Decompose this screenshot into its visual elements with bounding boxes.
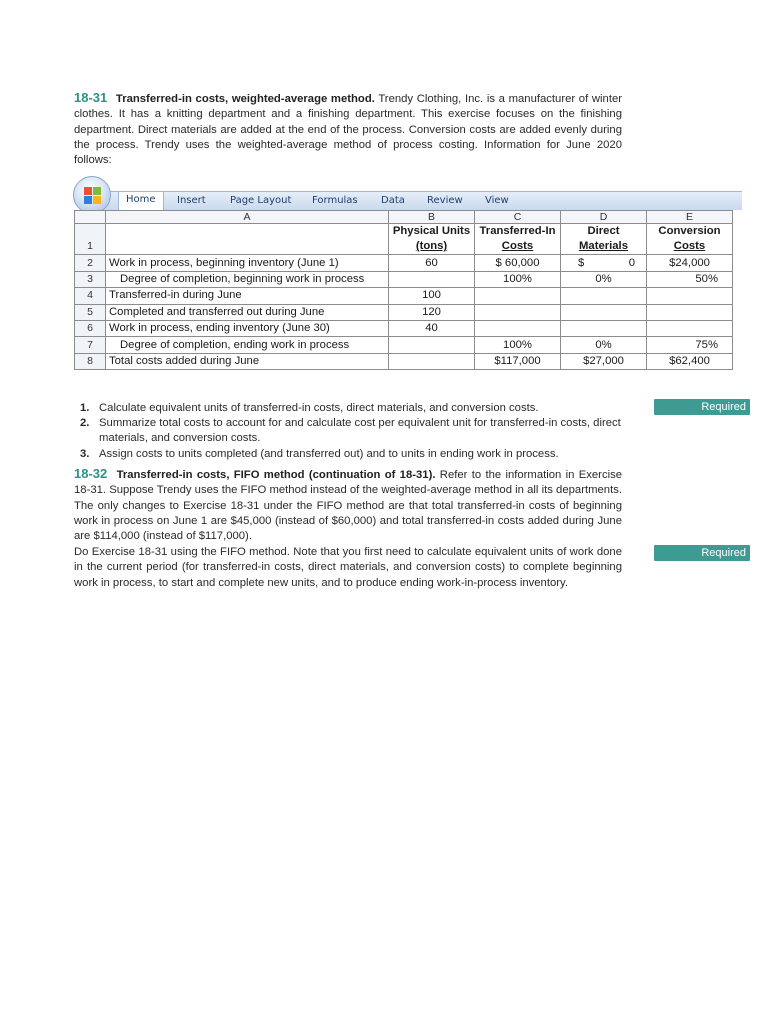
required-badge: Required (654, 545, 750, 561)
header-line: Direct (587, 225, 620, 237)
tab-insert[interactable]: Insert (177, 195, 206, 206)
row-label[interactable]: Total costs added during June (106, 353, 389, 369)
row-number[interactable]: 7 (75, 337, 106, 353)
currency-sign: $ (578, 256, 585, 269)
requirements-list (80, 401, 625, 462)
row-number[interactable]: 2 (75, 255, 106, 271)
office-button-icon (84, 187, 102, 205)
cell-direct-materials[interactable] (561, 320, 647, 336)
cell-conversion[interactable] (647, 288, 733, 304)
cell-direct-materials[interactable] (561, 304, 647, 320)
header-line: Materials (579, 240, 628, 253)
exercise-body: Trendy Clothing, Inc. is a manufacturer of winter clothes. It has a knitting department and a finishing department. This exercise focuses on the finishing department. Direct materials are added at the end of the process. Conversion costs are added evenly during the process. Trendy uses the weighted-average method of process costing. Information for June 2020 follows: (74, 93, 623, 167)
row-label[interactable]: Completed and transferred out during June (106, 304, 389, 320)
table-row (75, 353, 733, 369)
cell-physical-units[interactable] (389, 353, 475, 369)
corner-cell[interactable] (75, 211, 106, 224)
tab-data[interactable]: Data (381, 195, 405, 206)
spreadsheet-table (74, 210, 733, 370)
cell-transferred-in[interactable]: 100% (475, 337, 561, 353)
row-label[interactable]: Work in process, ending inventory (June 30) (106, 320, 389, 336)
cell-direct-materials[interactable]: 0% (561, 271, 647, 287)
cell-transferred-in[interactable] (475, 304, 561, 320)
exercise-18-32-instructions: Do Exercise 18-31 using the FIFO method. Note that you first need to calculate equivalent units of work done in the current period (for transferred-in costs, direct materials, and conversion costs) to complete beginning work in process, to start and complete new units, and to produce ending work-in-process inventory. (74, 546, 622, 589)
excel-ribbon (102, 191, 742, 210)
cell-transferred-in[interactable]: $ 60,000 (475, 255, 561, 271)
cell-physical-units[interactable]: 40 (389, 320, 475, 336)
header-line: Physical Units (392, 225, 471, 237)
exercise-18-31-intro (74, 90, 622, 168)
table-row (75, 255, 733, 271)
cell-transferred-in[interactable]: $117,000 (475, 353, 561, 369)
list-item (80, 447, 625, 462)
header-conversion-costs[interactable] (647, 224, 733, 255)
item-number: 2. (80, 417, 90, 430)
item-number: 1. (80, 402, 90, 414)
cell-physical-units[interactable]: 60 (389, 255, 475, 271)
column-header-b[interactable]: B (389, 211, 475, 224)
cell-direct-materials[interactable] (561, 288, 647, 304)
cell-conversion[interactable]: $62,400 (647, 353, 733, 369)
row-label[interactable]: Transferred-in during June (106, 288, 389, 304)
cell-direct-materials[interactable]: 0% (561, 337, 647, 353)
cell-conversion[interactable]: 75% (647, 337, 733, 353)
header-line: Costs (501, 240, 534, 253)
column-header-row (75, 211, 733, 224)
header-physical-units[interactable] (389, 224, 475, 255)
item-text: Assign costs to units completed (and transferred out) and to units in ending work in process. (99, 447, 559, 460)
row-number[interactable]: 4 (75, 288, 106, 304)
cell-physical-units[interactable]: 120 (389, 304, 475, 320)
column-header-c[interactable]: C (475, 211, 561, 224)
row-number[interactable]: 8 (75, 353, 106, 369)
list-item (80, 401, 625, 416)
list-item (80, 416, 625, 446)
header-transferred-in-costs[interactable] (475, 224, 561, 255)
cell-conversion[interactable] (647, 304, 733, 320)
table-row (75, 320, 733, 336)
exercise-number: 18-32 (74, 466, 108, 481)
exercise-title: Transferred-in costs, FIFO method (continuation of 18-31). (116, 469, 436, 481)
header-line: (tons) (415, 240, 448, 253)
header-line: Costs (673, 240, 706, 253)
header-direct-materials[interactable] (561, 224, 647, 255)
table-row (75, 224, 733, 255)
cell-transferred-in[interactable]: 100% (475, 271, 561, 287)
required-badge: Required (654, 399, 750, 415)
cell-transferred-in[interactable] (475, 288, 561, 304)
row-label[interactable]: Degree of completion, ending work in process (106, 337, 389, 353)
exercise-title: Transferred-in costs, weighted-average method. (115, 93, 375, 105)
cell-transferred-in[interactable] (475, 320, 561, 336)
row-label[interactable]: Work in process, beginning inventory (June 1) (106, 255, 389, 271)
exercise-18-32-intro (74, 466, 622, 544)
cell-value: 0 (628, 256, 635, 269)
tab-view[interactable]: View (485, 195, 509, 206)
table-row (75, 288, 733, 304)
column-header-e[interactable]: E (647, 211, 733, 224)
cell-physical-units[interactable]: 100 (389, 288, 475, 304)
item-text: Calculate equivalent units of transferred-in costs, direct materials, and conversion costs. (99, 402, 539, 414)
exercise-number: 18-31 (74, 90, 108, 105)
cell-conversion[interactable]: 50% (647, 271, 733, 287)
table-row (75, 271, 733, 287)
row-number[interactable]: 3 (75, 271, 106, 287)
column-header-d[interactable]: D (561, 211, 647, 224)
cell-direct-materials[interactable]: $27,000 (561, 353, 647, 369)
row-label[interactable]: Degree of completion, beginning work in process (106, 271, 389, 287)
cell-physical-units[interactable] (389, 337, 475, 353)
tab-page-layout[interactable]: Page Layout (230, 195, 292, 206)
row-number[interactable]: 6 (75, 320, 106, 336)
header-line: Transferred-In (479, 225, 556, 237)
tab-review[interactable]: Review (427, 195, 463, 206)
cell-direct-materials[interactable] (561, 255, 647, 271)
office-button[interactable] (73, 176, 111, 214)
cell-a1[interactable] (106, 224, 389, 255)
tab-formulas[interactable]: Formulas (312, 195, 358, 206)
exercise-body: Refer to the information in Exercise 18-31. Suppose Trendy uses the FIFO method instead of the weighted-average method in all its departments. The only changes to Exercise 18-31 under the FIFO method are that total transferred-in costs of beginning work in process on June 1 are $45,000 (instead of $60,000) and total transferred-in costs added during June are $114,000 (instead of $117,000). (74, 469, 623, 543)
cell-conversion[interactable] (647, 320, 733, 336)
table-row (75, 337, 733, 353)
table-row (75, 304, 733, 320)
cell-physical-units[interactable] (389, 271, 475, 287)
item-number: 3. (80, 447, 90, 460)
header-line: Conversion (658, 225, 721, 237)
row-number[interactable]: 5 (75, 304, 106, 320)
column-header-a[interactable]: A (106, 211, 389, 224)
tab-home[interactable]: Home (118, 191, 164, 210)
row-number[interactable]: 1 (75, 224, 106, 255)
cell-conversion[interactable]: $24,000 (647, 255, 733, 271)
item-text: Summarize total costs to account for and calculate cost per equivalent unit for transferred-in costs, direct materials, and conversion costs. (99, 417, 621, 445)
